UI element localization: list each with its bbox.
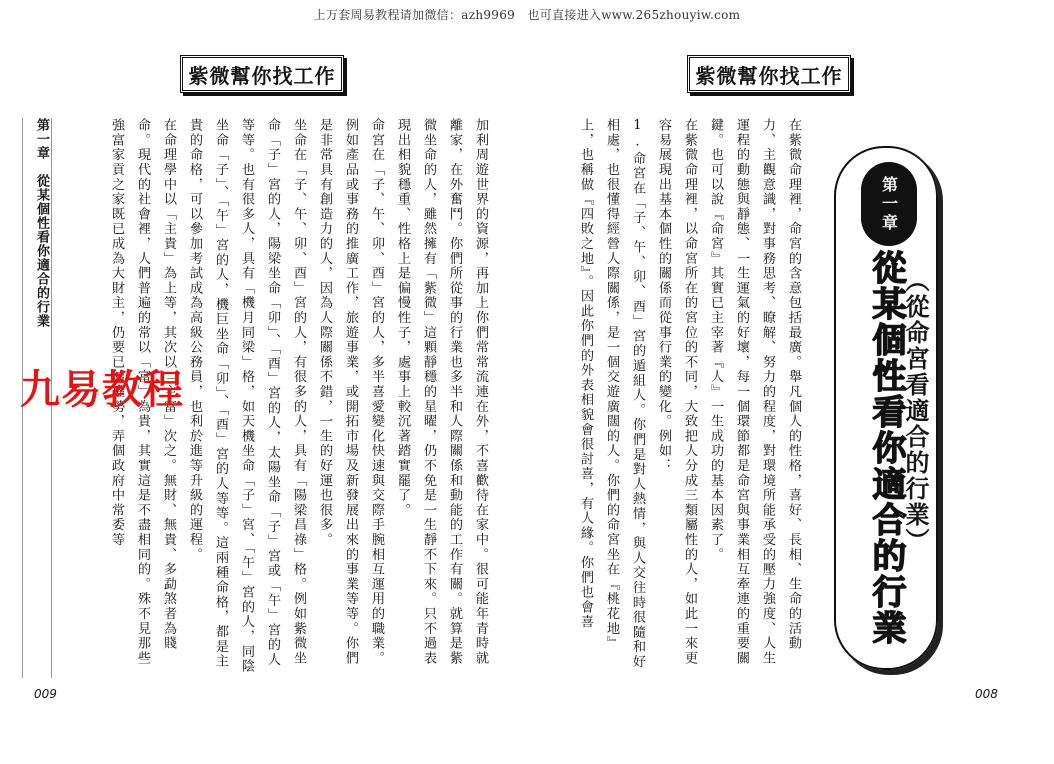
top-banner-text: 上万套周易教程请加微信：azh9969 也可直接进入www.265zhouyiw.com [313, 8, 741, 22]
chapter-title: 從某個性看你適合的行業 [866, 250, 906, 646]
left-paragraph-3: 坐命在「子、午、卯、酉」宮的人，有很多的人，具有「陽梁昌祿」格。例如紫微坐命「子」宮的人，陽梁坐命「卯」、「酉」宮的人，太陽坐命「子」宮或「午」宮的人等等。也有很多人，具有「機月同梁」格，如天機坐命「子」宮、「午」宮的人，同陰坐命「子」、「午」宮的人，機巨坐命「卯」、「酉」宮的人等等。這兩種命格，都是主貴的命格，可以參加考試成為高級公務員，也利於進等升級的運程。 [187, 118, 306, 674]
chapter-subtitle: （從命宮看適合的行業） [901, 268, 929, 554]
right-page-number: 008 [975, 687, 998, 701]
right-page-header: 紫微幫你找工作 [687, 55, 851, 93]
left-page-number: 009 [34, 687, 57, 701]
right-paragraph-2: 在紫微命理裡，以命宮所在的宮位的不同，大致把人分成三類屬性的人，如此一來更容易展現出基本個性的關係而從事行業的變化。例如： [656, 118, 697, 666]
left-paragraph-2: 命宮在「子、午、卯、酉」宮的人，多半喜愛變化快速與交際手腕相互運用的職業。例如產品或事務的推廣工作，旅遊事業，或開拓市場及新發展出來的事業等等。你們是非常具有創造力的人，因為人際關係不錯，一生的好運也很多。 [317, 118, 384, 666]
right-paragraph-1: 在紫微命理裡，命宮的含意包括最廣。舉凡個人的性格，喜好、長相、生命的活動力、主觀意識，對事務思考、瞭解、努力的程度，對環境所能承受的壓力強度、人生運程的動態與靜態、一生運氣的好壞，每一個環節都是命宮與事業相互牽連的重要關鍵。也可以說『命宮』其實已主宰著『人』一生成功的基本因素了。 [708, 118, 801, 666]
right-paragraph-3: 1.命宮在「子、午、卯、酉」宮的遁組人。你們是對人熱情，與人交往時很隨和好相處，也很懂得經營人際關係，是一個交遊廣闊的人。你們的命宮坐在『桃花地』上，也稱做『四敗之地』。因此你們的外表相貌會很討喜，有人緣。你們也會喜 [578, 118, 645, 670]
running-head: 第一章 從某個性看你適合的行業 [22, 118, 52, 678]
left-page-header: 紫微幫你找工作 [180, 55, 344, 93]
left-page-body [109, 118, 493, 678]
right-page-body [566, 118, 806, 678]
watermark-logo: 九易教程 [20, 367, 184, 413]
left-paragraph-1: 加利周遊世界的資源，再加上你們常常流連在外，不喜歡待在家中。很可能年青時就離家，在外奮鬥。你們所從事的行業也多半和人際關係和動能的工作有關。就算是紫微坐命的人，雖然擁有「紫微」這顆靜穩的星曜，仍不免是一生靜不下來。只不過表現出相貌穩重、性格上是偏慢性子，處事上較沉著踏實罷了。 [395, 118, 488, 666]
chapter-number-badge: 第一章 [861, 162, 917, 246]
left-paragraph-4: 在命理學中以「主貴」為上等，其次以「主富」次之。無財、無貴、多勐煞者為賤命。現代的社會裡，人們普遍的常以「富」為貴，其實這是不盡相同的。殊不見那些強富家貢之家既已成為大財主，仍要已結權勢，弄個政府中常委等 [109, 118, 176, 666]
right-page [527, 0, 1054, 764]
